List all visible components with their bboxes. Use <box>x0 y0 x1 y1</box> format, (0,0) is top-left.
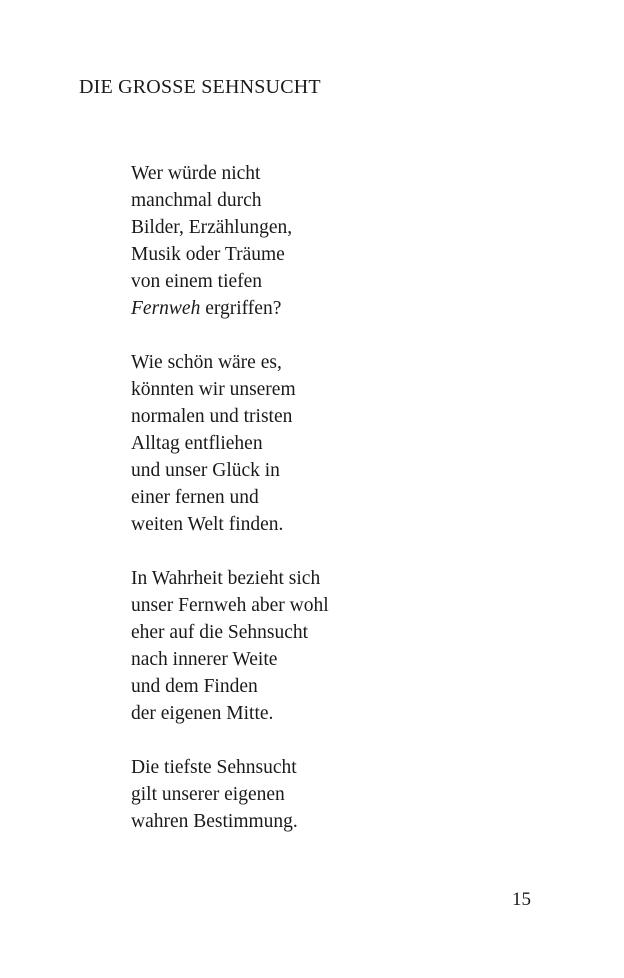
poem-line: In Wahrheit bezieht sich <box>131 568 321 589</box>
poem-line <box>131 295 329 322</box>
poem-line: eher auf die Sehnsucht <box>131 622 309 643</box>
poem-line: von einem tiefen <box>131 271 263 292</box>
stanza-1 <box>131 160 329 322</box>
italic-word: Fernweh <box>131 298 201 319</box>
poem-line: manchmal durch <box>131 190 262 211</box>
poem-line: Wie schön wäre es, <box>131 352 282 373</box>
poem-line: und unser Glück in <box>131 460 280 481</box>
poem-line: gilt unserer eigenen <box>131 784 285 805</box>
poem-line: einer fernen und <box>131 487 259 508</box>
poem-line-rest: ergriffen? <box>200 298 282 319</box>
stanza-3 <box>131 565 329 727</box>
page-title: DIE GROSSE SEHNSUCHT <box>79 76 321 98</box>
poem-line: weiten Welt finden. <box>131 514 284 535</box>
poem-line: Wer würde nicht <box>131 163 261 184</box>
poem-line: Musik oder Träume <box>131 244 285 265</box>
page-number: 15 <box>512 889 531 910</box>
stanza-4 <box>131 754 329 835</box>
stanza-2 <box>131 349 329 538</box>
poem-line: nach innerer Weite <box>131 649 278 670</box>
poem-line: Bilder, Erzählungen, <box>131 217 293 238</box>
poem-line: normalen und tristen <box>131 406 293 427</box>
poem-line: wahren Bestimmung. <box>131 811 298 832</box>
poem-line: Alltag entfliehen <box>131 433 263 454</box>
poem-line: könnten wir unserem <box>131 379 296 400</box>
poem-line: und dem Finden <box>131 676 258 697</box>
poem-line: der eigenen Mitte. <box>131 703 274 724</box>
poem-line: unser Fernweh aber wohl <box>131 595 329 616</box>
poem-line: Die tiefste Sehnsucht <box>131 757 297 778</box>
poem <box>131 160 329 862</box>
